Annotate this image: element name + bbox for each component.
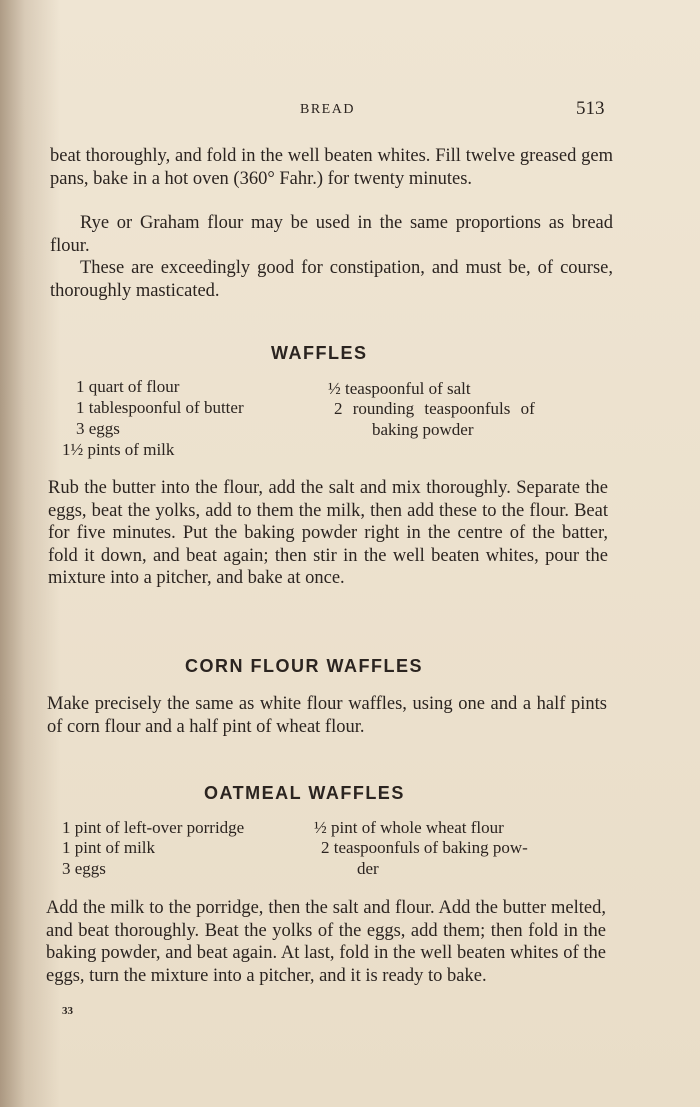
ingredient-item: 1 pint of left-over porridge xyxy=(62,818,245,837)
ingredient-item: 2 teaspoonfuls of baking pow- xyxy=(321,838,528,857)
ingredient-item: 1 tablespoonful of butter xyxy=(76,398,244,417)
oatmeal-waffles-heading: OATMEAL WAFFLES xyxy=(204,783,405,803)
ingredient-item: ½ teaspoonful of salt xyxy=(328,379,471,398)
ingredient-item: ½ pint of whole wheat flour xyxy=(314,818,504,837)
intro-paragraph-1: beat thoroughly, and fold in the well beaten whites. Fill twelve greased gem pans, bake in a hot oven (360° Fahr.) for twenty minutes. xyxy=(50,146,613,189)
running-head xyxy=(0,98,700,124)
waffles-method: Rub the butter into the flour, add the salt and mix thoroughly. Separate the eggs, beat the yolks, add to them the milk, then add these to the flour. Beat for five minutes. Put the baking powder right in the centre of the batter, fold it down, and beat again; then stir in the well beaten whites, pour the mixture into a pitcher, and bake at once. xyxy=(48,478,608,588)
signature-mark: 33 xyxy=(62,1005,73,1017)
ingredient-item: 1½ pints of milk xyxy=(62,440,175,459)
intro-paragraph-2: Rye or Graham flour may be used in the same proportions as bread flour. xyxy=(50,213,613,256)
running-head-title: BREAD xyxy=(300,102,355,117)
ingredient-item: 3 eggs xyxy=(76,419,120,438)
waffles-heading: WAFFLES xyxy=(271,343,368,363)
ingredient-item: der xyxy=(357,859,379,878)
corn-flour-waffles-method: Make precisely the same as white flour waffles, using one and a half pints of corn flour and a half pint of wheat flour. xyxy=(47,694,607,737)
ingredient-item: 2 rounding teaspoonfuls of xyxy=(334,399,535,418)
ingredient-item: 1 pint of milk xyxy=(62,838,156,857)
corn-flour-waffles-heading: CORN FLOUR WAFFLES xyxy=(185,656,423,676)
page-number: 513 xyxy=(576,98,605,119)
oatmeal-waffles-method: Add the milk to the porridge, then the salt and flour. Add the butter melted, and beat thoroughly. Beat the yolks of the eggs, add them; then fold in the baking powder, and beat again. At last, fold in the well beaten whites of the eggs, turn the mixture into a pitcher, and it is ready to bake. xyxy=(46,898,606,986)
ingredient-item: 1 quart of flour xyxy=(76,377,180,396)
ingredient-item: baking powder xyxy=(372,420,474,439)
ingredient-item: 3 eggs xyxy=(62,859,106,878)
intro-paragraph-3: These are exceedingly good for constipation, and must be, of course, thoroughly masticated. xyxy=(50,258,613,301)
